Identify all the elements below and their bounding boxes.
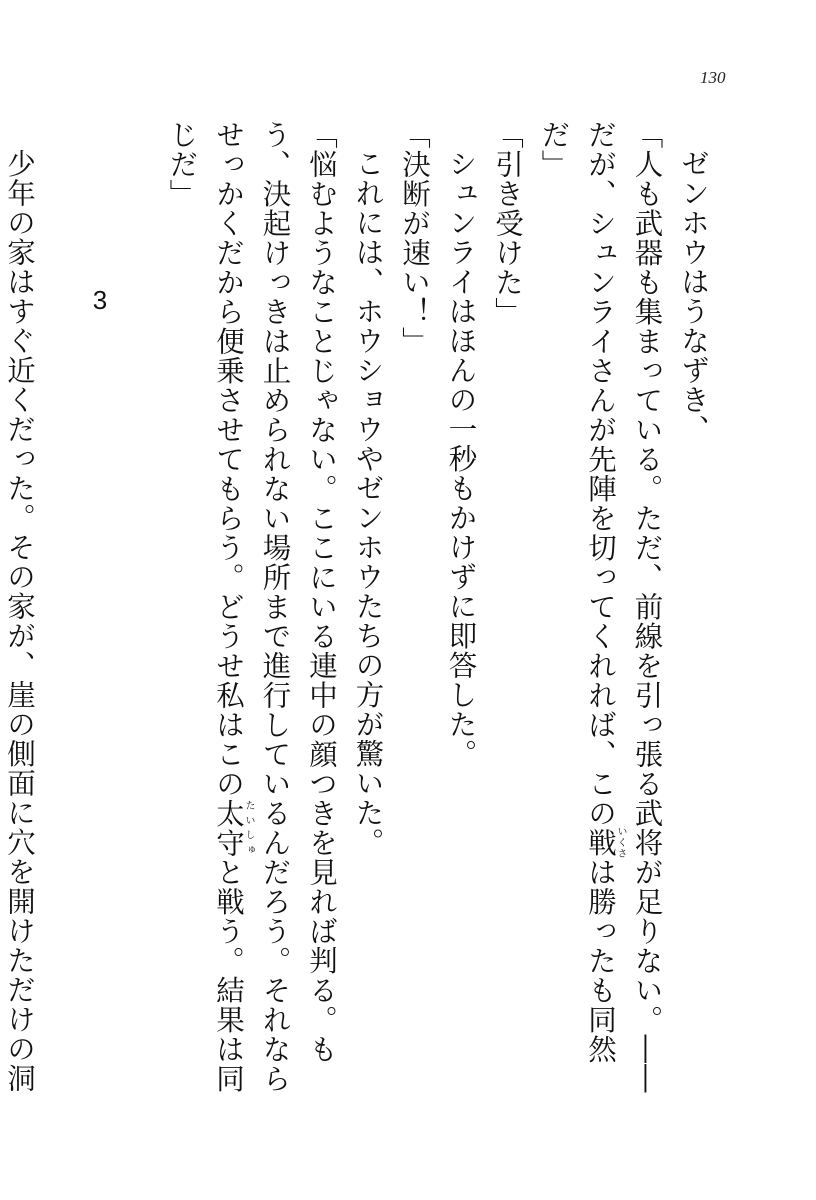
page-number: 130 <box>700 68 726 87</box>
furigana-reading: たいしゅ <box>243 798 254 858</box>
paragraph: 少年の家はすぐ近くだった。その家が、崖の側面に穴を開けただけの洞 <box>3 148 36 1093</box>
dialogue-line: 「引き受けた」 <box>491 120 524 327</box>
body-text <box>3 120 716 1100</box>
furigana-word: 太守たいしゅ <box>212 798 254 858</box>
furigana-reading: いくさ <box>615 826 626 860</box>
paragraph: シュンライはほんの一秒もかけずに即答した。 <box>444 148 478 768</box>
paragraph: ゼンホウはうなずき、 <box>677 148 710 444</box>
dialogue-line: 「人も武器も集まっている。ただ、前線を引っ張る武将が足りない。――だが、シュンライさんが先陣を切ってくれれば、この戦いくさは勝ったも同然だ」 <box>537 120 664 1094</box>
furigana-word: 戦いくさ <box>584 826 626 860</box>
section-number: 3 <box>85 285 115 316</box>
paragraph: これには、ホウショウやゼンホウたちの方が驚いた。 <box>351 148 385 857</box>
dialogue-line: 「決断が速い！」 <box>398 120 431 356</box>
dialogue-line: 「悩むようなことじゃない。ここにいる連中の顔つきを見れば判る。もう、決起けっきは止められない場所まで進行しているんだろう。それならせっかくだから便乗させてもらう。どうせ私はこの太守たいしゅと戦う。結果は同じだ」 <box>165 120 338 1094</box>
